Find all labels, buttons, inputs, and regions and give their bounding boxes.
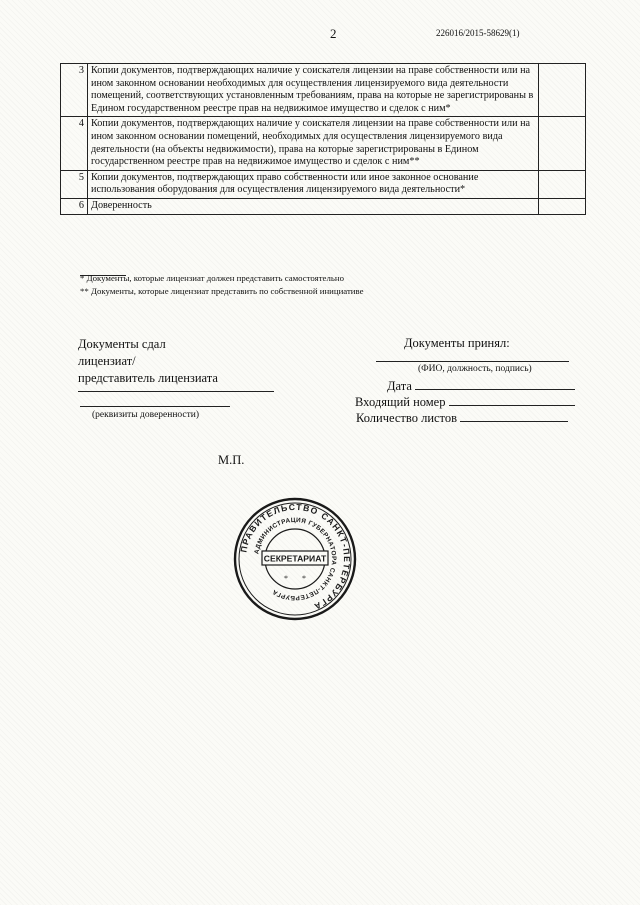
- footnote-self: * Документы, которые лицензиат должен представить самостоятельно: [80, 273, 344, 283]
- row-number: 5: [61, 170, 88, 198]
- proxy-details-label: (реквизиты доверенности): [92, 410, 200, 420]
- date-field: [387, 377, 575, 394]
- row-empty-cell: [539, 64, 586, 117]
- stamp-place-label: М.П.: [218, 453, 245, 467]
- seal-star-icon: *: [302, 574, 306, 583]
- table-row: [61, 170, 586, 198]
- official-seal: [232, 496, 358, 622]
- seal-star-icon: *: [284, 574, 288, 583]
- sheet-count-line: [460, 409, 568, 422]
- page-number: 2: [330, 26, 337, 41]
- document-id: 226016/2015-58629(1): [436, 28, 520, 38]
- footnotes: [80, 272, 364, 297]
- row-number: 3: [61, 64, 88, 117]
- submitter-block: [78, 336, 218, 387]
- table-row: [61, 198, 586, 214]
- date-line: [415, 377, 575, 390]
- sheet-count-field: [356, 409, 568, 426]
- row-empty-cell: [539, 198, 586, 214]
- row-number: 6: [61, 198, 88, 214]
- receiver-fio-label: (ФИО, должность, подпись): [418, 364, 532, 374]
- incoming-number-line: [449, 393, 575, 406]
- documents-table: [60, 63, 586, 215]
- row-text: Копии документов, подтверждающих наличие у соискателя лицензии на праве собственности или на ином законном основании необходимых для осуществления лицензируемого вида деятельности помещений, соответствующих установленным требованиям, права на которые не зарегистрированы в Едином государственном реестре прав на недвижимое имущество и сделок с ним*: [88, 64, 539, 117]
- row-text: Копии документов, подтверждающих наличие у соискателя лицензии на праве собственности или на ином законном основании помещений, необходимых для осуществления лицензируемого вида деятельности (на объекты недвижимости), права на которые зарегистрированы в Едином государственном реестре прав на недвижимое имущество и сделок с ним**: [88, 117, 539, 170]
- row-text: Доверенность: [88, 198, 539, 214]
- row-number: 4: [61, 117, 88, 170]
- table-row: [61, 117, 586, 170]
- submitter-line-3: представитель лицензиата: [78, 371, 218, 385]
- proxy-details-line: [80, 406, 230, 407]
- table-row: [61, 64, 586, 117]
- footnote-initiative: ** Документы, которые лицензиат представить по собственной инициативе: [80, 285, 364, 296]
- incoming-number-field: [355, 393, 575, 410]
- receiver-title: Документы принял:: [404, 336, 510, 350]
- seal-center-text: СЕКРЕТАРИАТ: [263, 553, 327, 564]
- receiver-fio-line: [376, 361, 569, 362]
- date-label: Дата: [387, 379, 412, 393]
- row-empty-cell: [539, 117, 586, 170]
- sheet-count-label: Количество листов: [356, 411, 458, 425]
- row-text: Копии документов, подтверждающих право собственности или иное законное основание использования оборудования для осуществления лицензируемого вида деятельности*: [88, 170, 539, 198]
- submitter-line-1: Документы сдал: [78, 337, 166, 351]
- seal-inner-text: АДМИНИСТРАЦИЯ ГУБЕРНАТОРА САНКТ-ПЕТЕРБУРГА: [253, 516, 338, 602]
- submitter-signature-line: [78, 391, 274, 392]
- submitter-line-2: лицензиат/: [78, 354, 136, 368]
- seal-outer-text: ПРАВИТЕЛЬСТВО САНКТ-ПЕТЕРБУРГА: [238, 501, 353, 613]
- row-empty-cell: [539, 170, 586, 198]
- incoming-number-label: Входящий номер: [355, 395, 446, 409]
